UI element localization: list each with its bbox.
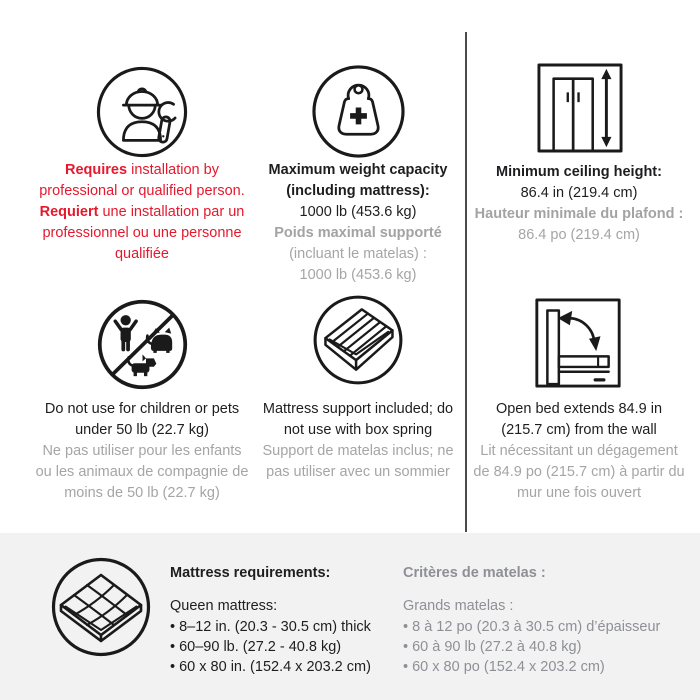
support-fr-line2: pas utiliser avec un sommier: [266, 464, 450, 480]
footer-en-subtitle: Queen mattress:: [170, 598, 278, 614]
installation-fr-line3: qualifiée: [114, 246, 169, 262]
openbed-fr-line2: de 84.9 po (215.7 cm) à partir du: [473, 464, 685, 480]
support-fr-line1: Support de matelas inclus; ne: [262, 443, 454, 459]
wall-bed-opening-icon: [534, 298, 622, 388]
weight-fr-line1: Poids maximal supporté: [274, 225, 442, 241]
footer-en-bullet: • 60–90 lb. (27.2 - 40.8 kg): [170, 637, 371, 657]
footer-fr-subtitle: Grands matelas :: [403, 598, 514, 614]
footer-fr-bullet: • 8 à 12 po (20.3 à 30.5 cm) d’épaisseur: [403, 617, 660, 637]
ceiling-en-line2: 86.4 in (219.4 cm): [520, 185, 638, 201]
weight-en-line1: Maximum weight capacity: [268, 162, 448, 178]
vertical-divider: [465, 32, 467, 532]
panel-weight-text: [248, 160, 468, 286]
openbed-en-line2: (215.7 cm) from the wall: [501, 422, 657, 438]
children-en-line2: under 50 lb (22.7 kg): [75, 422, 209, 438]
panel-children-pets-text: [18, 399, 266, 504]
weight-en-line3: 1000 lb (453.6 kg): [299, 204, 417, 220]
weight-en-line2: (including mattress):: [286, 183, 430, 199]
installation-fr-line2: professionnel ou une personne: [42, 225, 242, 241]
no-children-pets-icon: [96, 298, 189, 391]
footer-en-bullet: • 60 x 80 in. (152.4 x 203.2 cm): [170, 657, 371, 677]
worker-hardhat-wrench-icon: [96, 66, 188, 158]
panel-installation-text: [18, 160, 266, 265]
panel-support-text: [248, 399, 468, 483]
slatted-mattress-support-icon: [313, 295, 403, 385]
children-fr-line1: Ne pas utiliser pour les enfants: [42, 443, 242, 459]
ceiling-fr-line2: 86.4 po (219.4 cm): [518, 227, 640, 243]
panel-ceiling-text: [467, 162, 691, 246]
cabinet-height-arrow-icon: [537, 63, 623, 153]
ceiling-en-line1: Minimum ceiling height:: [496, 164, 662, 180]
tufted-mattress-icon: [51, 557, 151, 657]
ceiling-fr-line1: Hauteur minimale du plafond :: [474, 206, 684, 222]
openbed-fr-line1: Lit nécessitant un dégagement: [480, 443, 678, 459]
kettlebell-plus-icon: [312, 65, 405, 158]
children-fr-line2: ou les animaux de compagnie de: [35, 464, 249, 480]
installation-en-line1: Requires installation by: [65, 162, 219, 178]
footer-en-title: Mattress requirements:: [170, 565, 331, 581]
footer-fr-bullet: • 60 x 80 po (152.4 x 203.2 cm): [403, 657, 660, 677]
support-en-line1: Mattress support included; do: [262, 401, 454, 417]
installation-en-line2: professional or qualified person.: [39, 183, 245, 199]
footer-fr-title: Critères de matelas :: [403, 565, 546, 581]
installation-fr-line1: Requiert une installation par un: [39, 204, 245, 220]
weight-fr-line2: (incluant le matelas) :: [289, 246, 427, 262]
children-en-line1: Do not use for children or pets: [44, 401, 240, 417]
panel-open-bed-text: [466, 399, 692, 504]
footer-fr-bullet: • 60 à 90 lb (27.2 à 40.8 kg): [403, 637, 660, 657]
footer-en-bullet: • 8–12 in. (20.3 - 30.5 cm) thick: [170, 617, 371, 637]
weight-fr-line3: 1000 lb (453.6 kg): [299, 267, 417, 283]
openbed-fr-line3: mur une fois ouvert: [516, 485, 642, 501]
children-fr-line3: moins de 50 lb (22.7 kg): [64, 485, 220, 501]
openbed-en-line1: Open bed extends 84.9 in: [495, 401, 663, 417]
footer-french-column: [403, 563, 660, 677]
support-en-line2: not use with box spring: [283, 422, 433, 438]
footer-english-column: [170, 563, 371, 677]
